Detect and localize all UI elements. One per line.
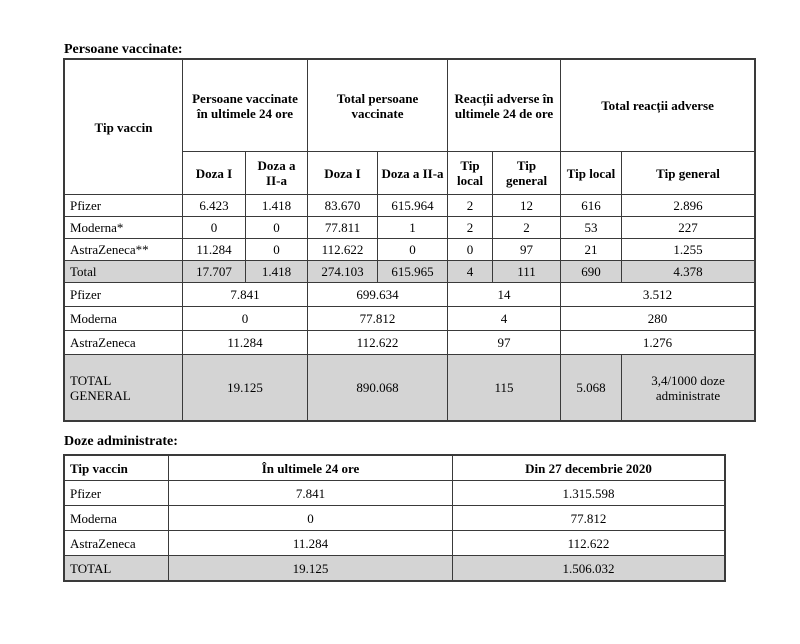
- row-label: Moderna*: [65, 217, 183, 239]
- cell-dose1-24h: 17.707: [183, 261, 246, 283]
- cell-adverse-general-24h: 2: [493, 217, 561, 239]
- table-row: [65, 239, 755, 261]
- cell-dose2-total: 615.965: [378, 261, 448, 283]
- cell-vaccinated-total: 112.622: [308, 331, 448, 355]
- cell-dose2-total: 615.964: [378, 195, 448, 217]
- cell-since: 1.315.598: [453, 481, 725, 506]
- header-group-total-reactii-adverse: Total reacții adverse: [561, 60, 755, 152]
- row-label: AstraZeneca: [65, 531, 169, 556]
- table-header-group-row: [65, 60, 755, 152]
- cell-dose1-24h: 11.284: [183, 239, 246, 261]
- cell-dose2-24h: 0: [246, 217, 308, 239]
- row-label: Moderna: [65, 307, 183, 331]
- cell-adverse-general-total: 227: [622, 217, 755, 239]
- cell-dose2-24h: 1.418: [246, 261, 308, 283]
- header-tip-general-total: Tip general: [622, 152, 755, 195]
- cell-dose2-24h: 1.418: [246, 195, 308, 217]
- row-label: AstraZeneca: [65, 331, 183, 355]
- total-general-line2: GENERAL: [70, 387, 131, 403]
- table-row-total: [65, 556, 725, 581]
- cell-adverse-local-24h: 2: [448, 195, 493, 217]
- cell-since: 1.506.032: [453, 556, 725, 581]
- cell-adverse-rate: 3,4/1000 doze administrate: [622, 355, 755, 421]
- cell-adverse-24h: 4: [448, 307, 561, 331]
- row-label-total-general: [65, 355, 183, 421]
- table-row-total: [65, 261, 755, 283]
- header-in-ultimele-24-ore: În ultimele 24 ore: [169, 456, 453, 481]
- cell-vaccinated-total: 699.634: [308, 283, 448, 307]
- section-title-doze-administrate: Doze administrate:: [64, 434, 178, 449]
- section-title-persoane-vaccinate: Persoane vaccinate:: [64, 42, 183, 57]
- cell-dose1-total: 83.670: [308, 195, 378, 217]
- table-row: [65, 531, 725, 556]
- header-group-persoane-vaccinate-24h: Persoane vaccinate în ultimele 24 ore: [183, 60, 308, 152]
- cell-dose1-total: 274.103: [308, 261, 378, 283]
- cell-last24: 11.284: [169, 531, 453, 556]
- table-row: [65, 195, 755, 217]
- cell-dose2-24h: 0: [246, 239, 308, 261]
- cell-adverse-local-24h: 2: [448, 217, 493, 239]
- cell-adverse-local-24h: 4: [448, 261, 493, 283]
- cell-adverse-24h: 97: [448, 331, 561, 355]
- cell-adverse-24h: 115: [448, 355, 561, 421]
- header-doza-i-24h: Doza I: [183, 152, 246, 195]
- cell-adverse-local-total: 690: [561, 261, 622, 283]
- cell-dose2-total: 0: [378, 239, 448, 261]
- header-tip-local-24h: Tip local: [448, 152, 493, 195]
- header-tip-general-24h: Tip general: [493, 152, 561, 195]
- cell-vaccinated-24h: 7.841: [183, 283, 308, 307]
- row-label: TOTAL: [65, 556, 169, 581]
- cell-adverse-general-24h: 97: [493, 239, 561, 261]
- cell-dose1-24h: 6.423: [183, 195, 246, 217]
- row-label: Moderna: [65, 506, 169, 531]
- cell-adverse-general-total: 2.896: [622, 195, 755, 217]
- cell-dose1-total: 77.811: [308, 217, 378, 239]
- table-row: [65, 217, 755, 239]
- cell-dose2-total: 1: [378, 217, 448, 239]
- cell-adverse-local-total: 616: [561, 195, 622, 217]
- row-label: Pfizer: [65, 283, 183, 307]
- header-tip-vaccin: Tip vaccin: [65, 456, 169, 481]
- cell-adverse-total: 280: [561, 307, 755, 331]
- header-doza-ii-total: Doza a II-a: [378, 152, 448, 195]
- cell-adverse-24h: 14: [448, 283, 561, 307]
- cell-adverse-total: 3.512: [561, 283, 755, 307]
- cell-dose1-total: 112.622: [308, 239, 378, 261]
- cell-adverse-local-total: 5.068: [561, 355, 622, 421]
- row-label: Pfizer: [65, 195, 183, 217]
- header-doza-ii-24h: Doza a II-a: [246, 152, 308, 195]
- row-label: Total: [65, 261, 183, 283]
- cell-adverse-general-24h: 111: [493, 261, 561, 283]
- table-row: [65, 506, 725, 531]
- cell-dose1-24h: 0: [183, 217, 246, 239]
- summary-row: [65, 283, 755, 307]
- table-doze-administrate: [64, 455, 725, 581]
- header-tip-vaccin: Tip vaccin: [65, 60, 183, 195]
- cell-vaccinated-24h: 0: [183, 307, 308, 331]
- header-doza-i-total: Doza I: [308, 152, 378, 195]
- table-persoane-vaccinate: [64, 59, 755, 421]
- cell-since: 112.622: [453, 531, 725, 556]
- cell-adverse-total: 1.276: [561, 331, 755, 355]
- cell-last24: 19.125: [169, 556, 453, 581]
- cell-last24: 0: [169, 506, 453, 531]
- table-header-row: [65, 456, 725, 481]
- cell-adverse-general-total: 1.255: [622, 239, 755, 261]
- summary-row: [65, 307, 755, 331]
- total-general-row: [65, 355, 755, 421]
- cell-adverse-local-total: 53: [561, 217, 622, 239]
- header-group-total-persoane-vaccinate: Total persoane vaccinate: [308, 60, 448, 152]
- cell-vaccinated-24h: 19.125: [183, 355, 308, 421]
- cell-adverse-general-24h: 12: [493, 195, 561, 217]
- cell-adverse-local-24h: 0: [448, 239, 493, 261]
- row-label: Pfizer: [65, 481, 169, 506]
- cell-vaccinated-24h: 11.284: [183, 331, 308, 355]
- total-general-line1: TOTAL: [70, 372, 112, 388]
- cell-adverse-local-total: 21: [561, 239, 622, 261]
- row-label: AstraZeneca**: [65, 239, 183, 261]
- cell-last24: 7.841: [169, 481, 453, 506]
- cell-vaccinated-total: 890.068: [308, 355, 448, 421]
- header-din-27-decembrie-2020: Din 27 decembrie 2020: [453, 456, 725, 481]
- header-tip-local-total: Tip local: [561, 152, 622, 195]
- table-row: [65, 481, 725, 506]
- cell-adverse-general-total: 4.378: [622, 261, 755, 283]
- cell-vaccinated-total: 77.812: [308, 307, 448, 331]
- summary-row: [65, 331, 755, 355]
- header-group-reactii-adverse-24h: Reacții adverse în ultimele 24 de ore: [448, 60, 561, 152]
- cell-since: 77.812: [453, 506, 725, 531]
